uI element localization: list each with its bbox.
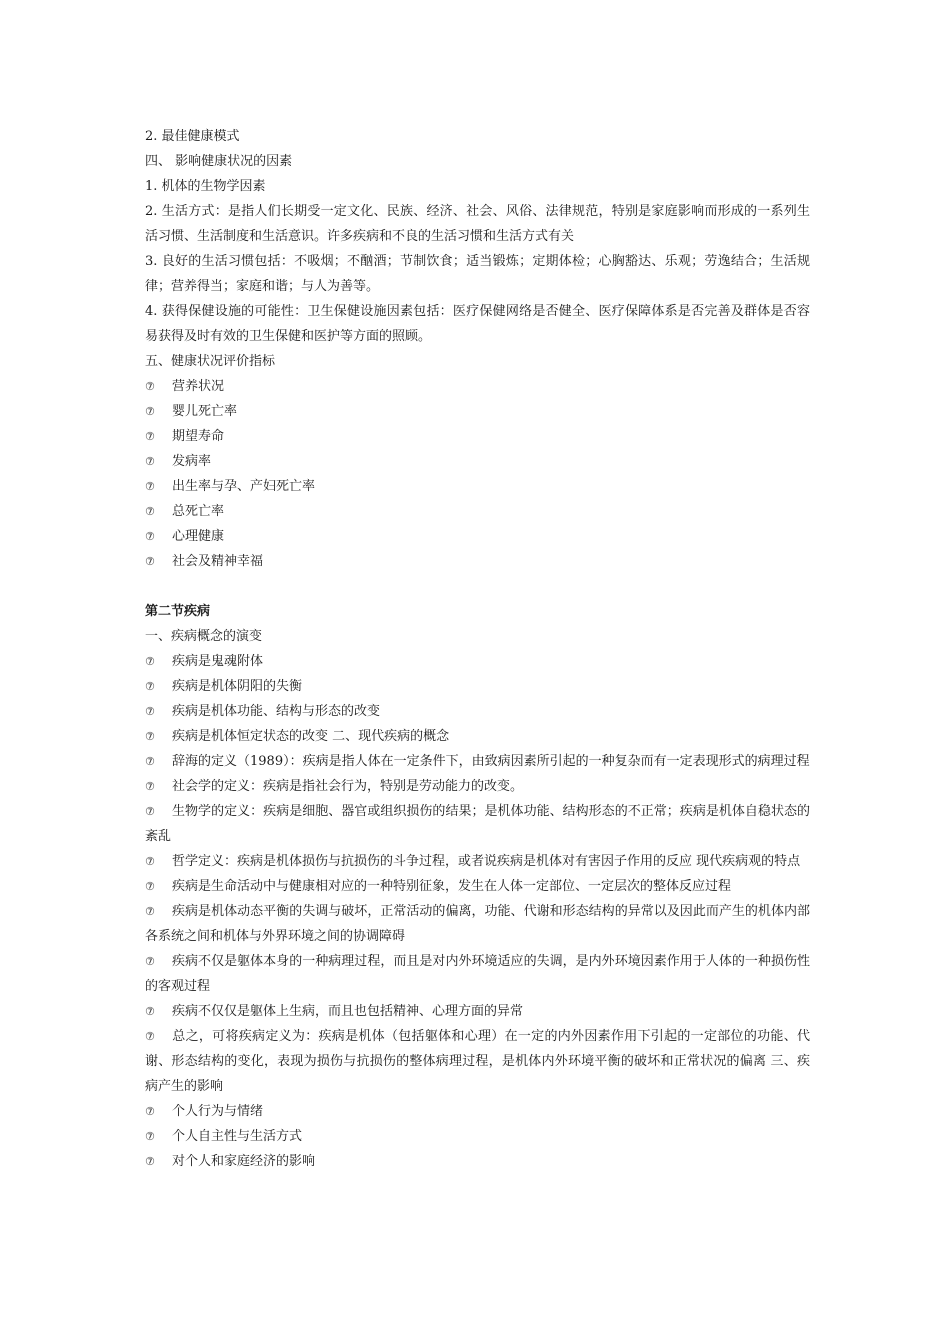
heading-health-factors: 四、 影响健康状况的因素 xyxy=(145,154,293,169)
list-item: ⑦ 总死亡率 xyxy=(145,499,810,524)
bullet-icon: ⑦ xyxy=(145,480,155,493)
bullet-icon: ⑦ xyxy=(145,380,155,393)
list-item: ⑦ 发病率 xyxy=(145,449,810,474)
list-item: ⑦ 疾病是机体阴阳的失衡 xyxy=(145,674,810,699)
para-lifestyle: 2. 生活方式：是指人们长期受一定文化、民族、经济、社会、风俗、法律规范，特别是家庭影响而形成的一系列生活习惯、生活制度和生活意识。许多疾病和不良的生活习惯和生活方式有关 xyxy=(145,204,810,244)
list-item: ⑦ 疾病不仅是躯体本身的一种病理过程，而且是对内外环境适应的失调，是内外环境因素作用于人体的一种损伤性的客观过程 xyxy=(145,949,810,999)
bullet-icon: ⑦ xyxy=(145,1005,155,1018)
list-item: ⑦ 营养状况 xyxy=(145,374,810,399)
bullet-icon: ⑦ xyxy=(145,555,155,568)
list-item: ⑦ 疾病是机体动态平衡的失调与破坏，正常活动的偏离，功能、代谢和形态结构的异常以及因此而产生的机体内部各系统之间和机体与外界环境之间的协调障碍 xyxy=(145,899,810,949)
evolution-list xyxy=(145,649,810,749)
bullet-icon: ⑦ xyxy=(145,530,155,543)
document-page xyxy=(145,124,810,1174)
list-item: ⑦ 疾病不仅仅是躯体上生病，而且也包括精神、心理方面的异常 xyxy=(145,999,810,1024)
list-item: ⑦ 疾病是生命活动中与健康相对应的一种特别征象，发生在人体一定部位、一定层次的整体反应过程 xyxy=(145,874,810,899)
list-item: ⑦ 婴儿死亡率 xyxy=(145,399,810,424)
list-item: ⑦ 社会及精神幸福 xyxy=(145,549,810,574)
bullet-icon: ⑦ xyxy=(145,430,155,443)
bullet-icon: ⑦ xyxy=(145,505,155,518)
list-item: ⑦ 疾病是机体恒定状态的改变 二、现代疾病的概念 xyxy=(145,724,810,749)
bullet-icon: ⑦ xyxy=(145,1155,155,1168)
heading-disease-evolution: 一、疾病概念的演变 xyxy=(145,629,263,644)
list-item: ⑦ 总之，可将疾病定义为：疾病是机体（包括躯体和心理）在一定的内外因素作用下引起的一定部位的功能、代谢、形态结构的变化，表现为损伤与抗损伤的整体病理过程，是机体内外环境平衡的破坏和正常状况的偏离 三、疾病产生的影响 xyxy=(145,1024,810,1099)
bullet-icon: ⑦ xyxy=(145,455,155,468)
item-best-health-model: 2. 最佳健康模式 xyxy=(145,129,240,144)
bullet-icon: ⑦ xyxy=(145,1130,155,1143)
bullet-icon: ⑦ xyxy=(145,1105,155,1118)
indicator-list xyxy=(145,374,810,574)
definition-list xyxy=(145,749,810,1099)
list-item: ⑦ 疾病是机体功能、结构与形态的改变 xyxy=(145,699,810,724)
bullet-icon: ⑦ xyxy=(145,805,155,818)
list-item: ⑦ 个人行为与情绪 xyxy=(145,1099,810,1124)
para-health-facilities: 4. 获得保健设施的可能性：卫生保健设施因素包括：医疗保健网络是否健全、医疗保障体系是否完善及群体是否容易获得及时有效的卫生保健和医护等方面的照顾。 xyxy=(145,304,810,344)
bullet-icon: ⑦ xyxy=(145,1030,155,1043)
heading-health-indicators: 五、健康状况评价指标 xyxy=(145,354,276,369)
list-item: ⑦ 出生率与孕、产妇死亡率 xyxy=(145,474,810,499)
list-item: ⑦ 期望寿命 xyxy=(145,424,810,449)
list-item: ⑦ 心理健康 xyxy=(145,524,810,549)
list-item: ⑦ 对个人和家庭经济的影响 xyxy=(145,1149,810,1174)
impact-list xyxy=(145,1099,810,1174)
list-item: ⑦ 个人自主性与生活方式 xyxy=(145,1124,810,1149)
list-item: ⑦ 疾病是鬼魂附体 xyxy=(145,649,810,674)
item-biological-factors: 1. 机体的生物学因素 xyxy=(145,179,266,194)
bullet-icon: ⑦ xyxy=(145,730,155,743)
bullet-icon: ⑦ xyxy=(145,655,155,668)
bullet-icon: ⑦ xyxy=(145,855,155,868)
bullet-icon: ⑦ xyxy=(145,705,155,718)
bullet-icon: ⑦ xyxy=(145,780,155,793)
bullet-icon: ⑦ xyxy=(145,880,155,893)
bullet-icon: ⑦ xyxy=(145,680,155,693)
list-item: ⑦ 辞海的定义（1989）：疾病是指人体在一定条件下，由致病因素所引起的一种复杂而有一定表现形式的病理过程 xyxy=(145,749,810,774)
bullet-icon: ⑦ xyxy=(145,955,155,968)
bullet-icon: ⑦ xyxy=(145,405,155,418)
list-item: ⑦ 生物学的定义：疾病是细胞、器官或组织损伤的结果；是机体功能、结构形态的不正常；疾病是机体自稳状态的紊乱 xyxy=(145,799,810,849)
bullet-icon: ⑦ xyxy=(145,755,155,768)
bullet-icon: ⑦ xyxy=(145,905,155,918)
list-item: ⑦ 哲学定义：疾病是机体损伤与抗损伤的斗争过程，或者说疾病是机体对有害因子作用的反应 现代疾病观的特点 xyxy=(145,849,810,874)
section-title-disease: 第二节疾病 xyxy=(145,604,211,619)
para-good-habits: 3. 良好的生活习惯包括：不吸烟；不酗酒；节制饮食；适当锻炼；定期体检；心胸豁达、乐观；劳逸结合；生活规律；营养得当；家庭和谐；与人为善等。 xyxy=(145,254,810,294)
list-item: ⑦ 社会学的定义：疾病是指社会行为，特别是劳动能力的改变。 xyxy=(145,774,810,799)
